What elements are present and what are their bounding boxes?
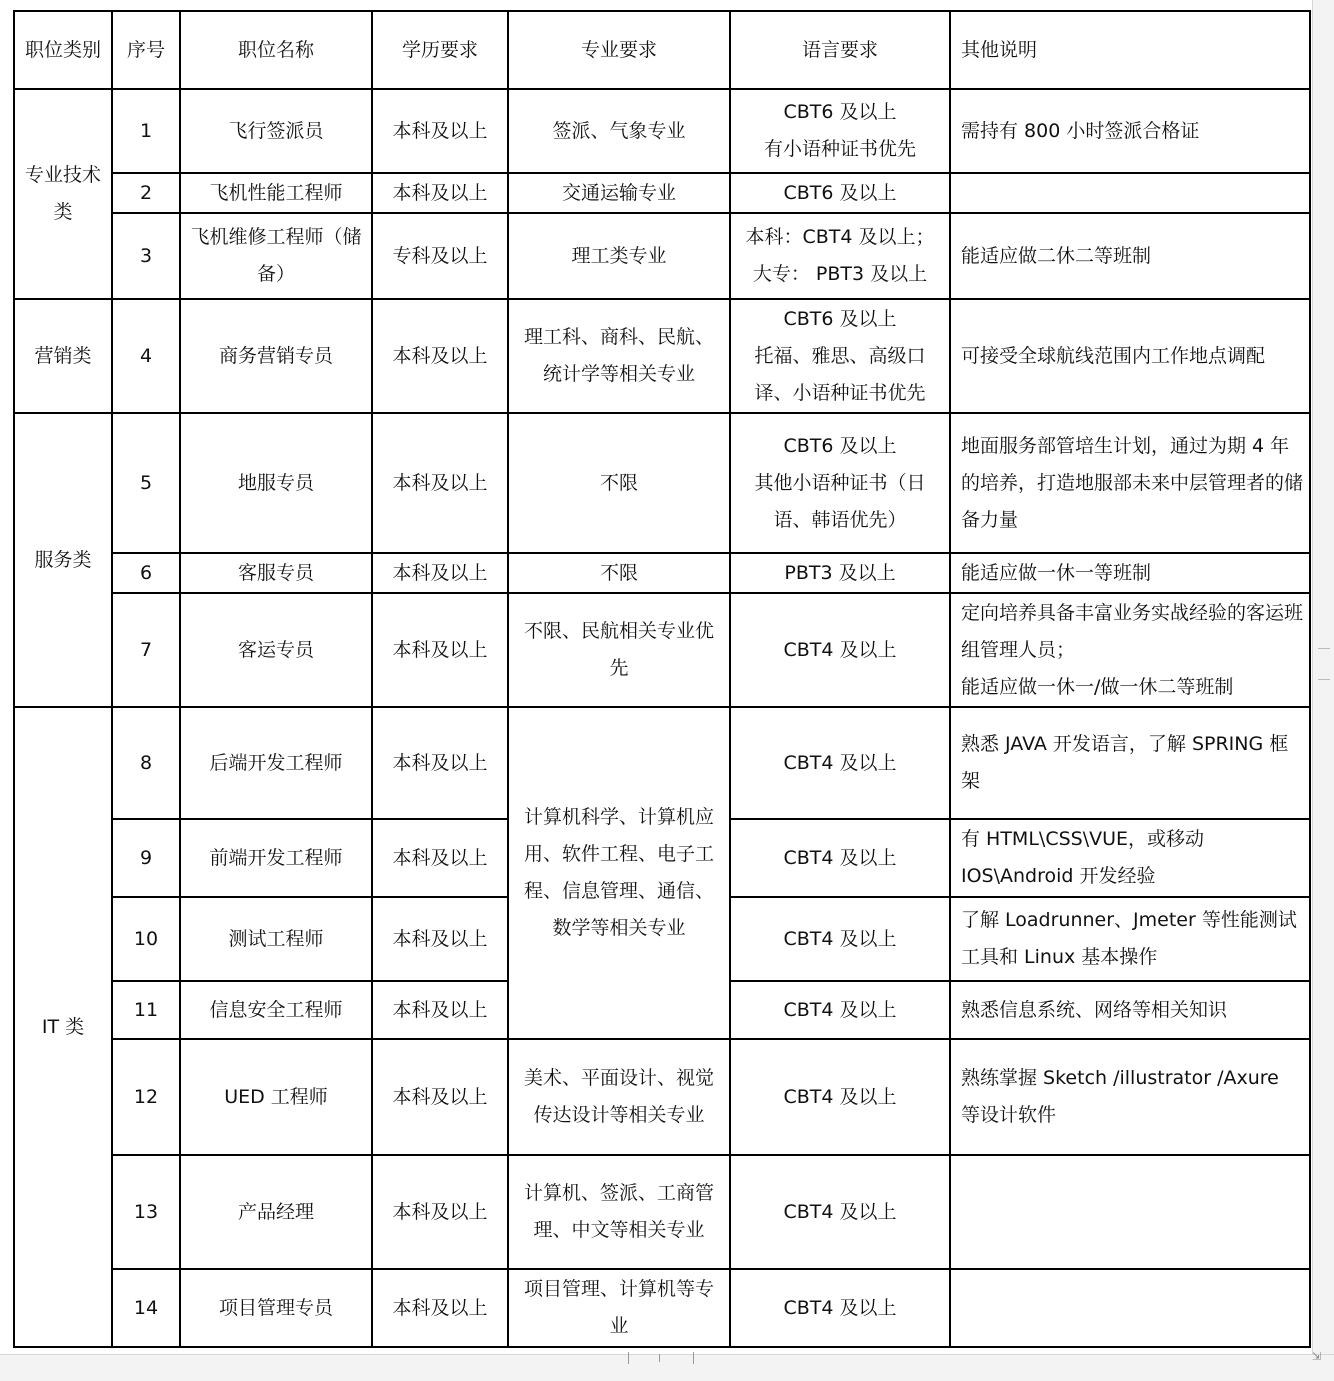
cell-title: 信息安全工程师 <box>180 981 372 1039</box>
table-row <box>14 299 1310 413</box>
cell-language: CBT4 及以上 <box>730 1039 950 1155</box>
cell-education: 本科及以上 <box>372 1039 508 1155</box>
cell-seq: 4 <box>112 299 180 413</box>
cell-major: 交通运输专业 <box>508 173 730 213</box>
cell-notes <box>950 1155 1310 1269</box>
cell-title: 客运专员 <box>180 593 372 707</box>
cell-language: CBT6 及以上 <box>730 173 950 213</box>
table-row <box>14 1155 1310 1269</box>
cell-education: 本科及以上 <box>372 413 508 553</box>
cell-notes <box>950 1269 1310 1347</box>
cell-language: CBT4 及以上 <box>730 1269 950 1347</box>
cell-seq: 3 <box>112 213 180 299</box>
cell-education: 本科及以上 <box>372 1269 508 1347</box>
ruler-indent-marker[interactable] <box>628 1352 694 1364</box>
cell-seq: 8 <box>112 707 180 819</box>
cell-notes: 能适应做二休二等班制 <box>950 213 1310 299</box>
cell-title: 飞行签派员 <box>180 89 372 173</box>
cell-title: 项目管理专员 <box>180 1269 372 1347</box>
cell-education: 专科及以上 <box>372 213 508 299</box>
cell-seq: 10 <box>112 897 180 981</box>
cell-language: PBT3 及以上 <box>730 553 950 593</box>
cell-education: 本科及以上 <box>372 707 508 819</box>
cell-notes: 定向培养具备丰富业务实战经验的客运班组管理人员； 能适应做一休一/做一休二等班制 <box>950 593 1310 707</box>
table-row <box>14 1039 1310 1155</box>
cell-language: 本科：CBT4 及以上； 大专： PBT3 及以上 <box>730 213 950 299</box>
cell-major: 理工科、商科、民航、统计学等相关专业 <box>508 299 730 413</box>
resize-grip-icon[interactable]: ⇲ <box>1312 1350 1322 1363</box>
cell-notes: 需持有 800 小时签派合格证 <box>950 89 1310 173</box>
cell-major: 不限 <box>508 413 730 553</box>
cell-education: 本科及以上 <box>372 981 508 1039</box>
cell-language: CBT4 及以上 <box>730 1155 950 1269</box>
cell-notes: 熟悉 JAVA 开发语言，了解 SPRING 框架 <box>950 707 1310 819</box>
cell-language: CBT6 及以上 托福、雅思、高级口译、小语种证书优先 <box>730 299 950 413</box>
table-row <box>14 173 1310 213</box>
cell-seq: 6 <box>112 553 180 593</box>
cell-education: 本科及以上 <box>372 1155 508 1269</box>
header-education: 学历要求 <box>372 11 508 89</box>
table-row <box>14 593 1310 707</box>
cell-language: CBT4 及以上 <box>730 819 950 897</box>
cell-major: 理工类专业 <box>508 213 730 299</box>
header-title: 职位名称 <box>180 11 372 89</box>
job-requirements-table <box>13 10 1311 1348</box>
cell-title: 飞机维修工程师（储备） <box>180 213 372 299</box>
cell-title: 测试工程师 <box>180 897 372 981</box>
cell-title: 前端开发工程师 <box>180 819 372 897</box>
cell-title: 客服专员 <box>180 553 372 593</box>
cell-education: 本科及以上 <box>372 299 508 413</box>
cell-title: 后端开发工程师 <box>180 707 372 819</box>
cell-notes: 熟悉信息系统、网络等相关知识 <box>950 981 1310 1039</box>
cell-seq: 14 <box>112 1269 180 1347</box>
cell-title: 产品经理 <box>180 1155 372 1269</box>
cell-major: 不限、民航相关专业优先 <box>508 593 730 707</box>
cell-seq: 2 <box>112 173 180 213</box>
cell-language: CBT4 及以上 <box>730 897 950 981</box>
cell-seq: 5 <box>112 413 180 553</box>
table-row <box>14 1269 1310 1347</box>
cell-title: 商务营销专员 <box>180 299 372 413</box>
header-major: 专业要求 <box>508 11 730 89</box>
cell-seq: 9 <box>112 819 180 897</box>
cell-seq: 7 <box>112 593 180 707</box>
cell-seq: 1 <box>112 89 180 173</box>
category-service: 服务类 <box>14 413 112 707</box>
cell-education: 本科及以上 <box>372 173 508 213</box>
cell-major-shared: 计算机科学、计算机应用、软件工程、电子工程、信息管理、通信、数学等相关专业 <box>508 707 730 1039</box>
cell-education: 本科及以上 <box>372 89 508 173</box>
category-technical: 专业技术类 <box>14 89 112 299</box>
cell-notes: 了解 Loadrunner、Jmeter 等性能测试工具和 Linux 基本操作 <box>950 897 1310 981</box>
cell-language: CBT4 及以上 <box>730 981 950 1039</box>
cell-title: UED 工程师 <box>180 1039 372 1155</box>
header-category: 职位类别 <box>14 11 112 89</box>
category-it: IT 类 <box>14 707 112 1347</box>
cell-education: 本科及以上 <box>372 819 508 897</box>
page-margin-right <box>1312 0 1334 1380</box>
cell-notes <box>950 173 1310 213</box>
table-row <box>14 213 1310 299</box>
cell-major: 项目管理、计算机等专业 <box>508 1269 730 1347</box>
cell-seq: 11 <box>112 981 180 1039</box>
table-row <box>14 89 1310 173</box>
header-notes: 其他说明 <box>950 11 1310 89</box>
cell-language: CBT6 及以上 有小语种证书优先 <box>730 89 950 173</box>
cell-title: 飞机性能工程师 <box>180 173 372 213</box>
cell-notes: 可接受全球航线范围内工作地点调配 <box>950 299 1310 413</box>
table-row <box>14 413 1310 553</box>
cell-notes: 地面服务部管培生计划，通过为期 4 年的培养，打造地服部未来中层管理者的储备力量 <box>950 413 1310 553</box>
scroll-marker <box>1318 648 1330 680</box>
cell-education: 本科及以上 <box>372 897 508 981</box>
cell-notes: 能适应做一休一等班制 <box>950 553 1310 593</box>
cell-seq: 13 <box>112 1155 180 1269</box>
cell-education: 本科及以上 <box>372 553 508 593</box>
cell-notes: 熟练掌握 Sketch /illustrator /Axure 等设计软件 <box>950 1039 1310 1155</box>
table-row <box>14 707 1310 819</box>
cell-notes: 有 HTML\CSS\VUE，或移动 IOS\Android 开发经验 <box>950 819 1310 897</box>
cell-language: CBT4 及以上 <box>730 593 950 707</box>
cell-seq: 12 <box>112 1039 180 1155</box>
cell-education: 本科及以上 <box>372 593 508 707</box>
header-row <box>14 11 1310 89</box>
cell-major: 不限 <box>508 553 730 593</box>
cell-language: CBT6 及以上 其他小语种证书（日语、韩语优先） <box>730 413 950 553</box>
cell-major: 签派、气象专业 <box>508 89 730 173</box>
cell-language: CBT4 及以上 <box>730 707 950 819</box>
cell-major: 计算机、签派、工商管理、中文等相关专业 <box>508 1155 730 1269</box>
header-seq: 序号 <box>112 11 180 89</box>
header-language: 语言要求 <box>730 11 950 89</box>
cell-major: 美术、平面设计、视觉传达设计等相关专业 <box>508 1039 730 1155</box>
cell-title: 地服专员 <box>180 413 372 553</box>
table-row <box>14 553 1310 593</box>
category-marketing: 营销类 <box>14 299 112 413</box>
